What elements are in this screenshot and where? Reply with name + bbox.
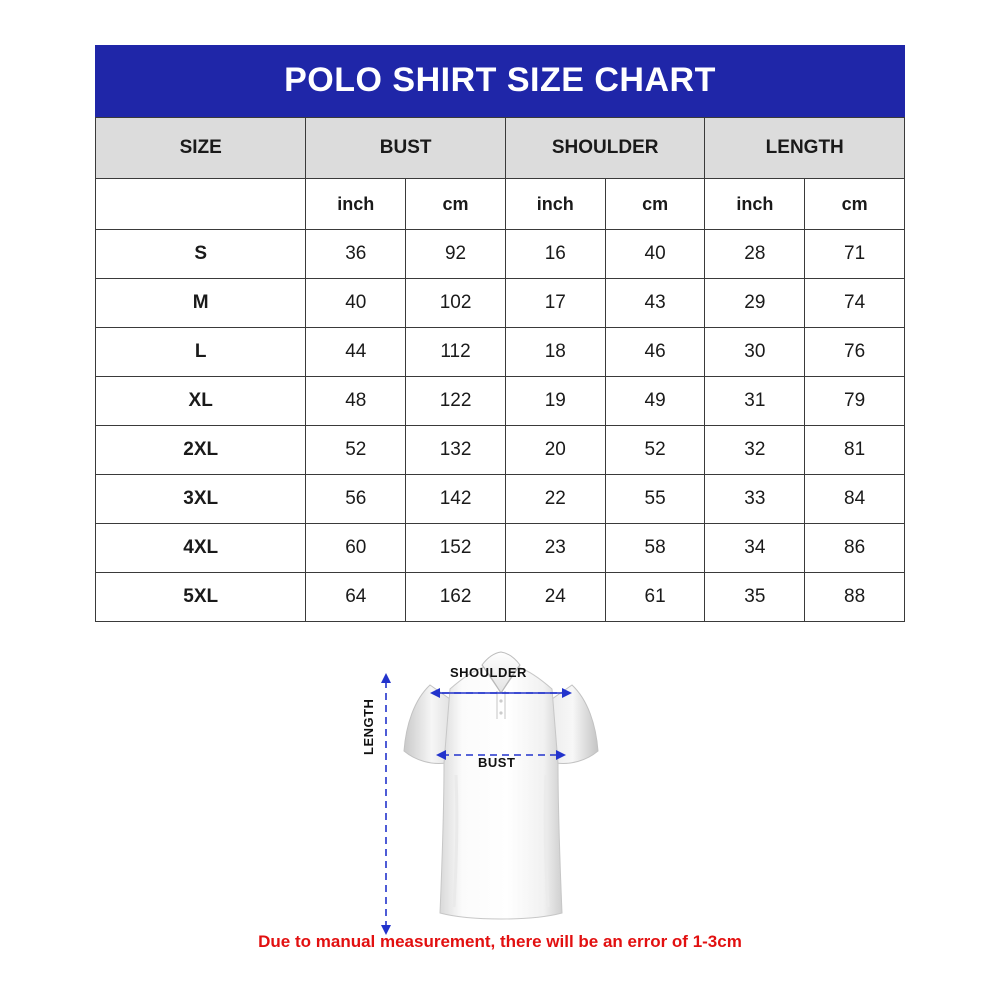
cell-length-cm: 86 [805, 524, 905, 573]
cell-length-inch: 32 [705, 426, 805, 475]
cell-shoulder-cm: 61 [605, 573, 705, 622]
measurement-diagram [0, 635, 1000, 935]
column-header-bust: BUST [306, 118, 506, 179]
cell-bust-cm: 142 [406, 475, 506, 524]
cell-bust-inch: 64 [306, 573, 406, 622]
cell-shoulder-cm: 52 [605, 426, 705, 475]
column-header-length: LENGTH [705, 118, 905, 179]
units-length-cm: cm [805, 179, 905, 230]
cell-length-cm: 81 [805, 426, 905, 475]
cell-shoulder-inch: 19 [505, 377, 605, 426]
cell-size: XL [96, 377, 306, 426]
units-bust-inch: inch [306, 179, 406, 230]
units-length-inch: inch [705, 179, 805, 230]
table-row [96, 377, 905, 426]
cell-length-cm: 71 [805, 230, 905, 279]
units-shoulder-inch: inch [505, 179, 605, 230]
column-header-size: SIZE [96, 118, 306, 179]
cell-bust-inch: 60 [306, 524, 406, 573]
cell-bust-inch: 40 [306, 279, 406, 328]
cell-size: L [96, 328, 306, 377]
cell-shoulder-inch: 18 [505, 328, 605, 377]
cell-length-inch: 31 [705, 377, 805, 426]
table-row [96, 573, 905, 622]
table-header-row [96, 118, 905, 179]
cell-length-inch: 28 [705, 230, 805, 279]
size-chart [95, 45, 905, 622]
polo-shirt-illustration [392, 645, 610, 930]
table-row [96, 328, 905, 377]
cell-size: S [96, 230, 306, 279]
cell-size: 2XL [96, 426, 306, 475]
size-table [95, 117, 905, 622]
cell-bust-inch: 56 [306, 475, 406, 524]
cell-size: M [96, 279, 306, 328]
cell-length-cm: 88 [805, 573, 905, 622]
bust-label: BUST [478, 755, 516, 770]
table-row [96, 475, 905, 524]
cell-shoulder-inch: 17 [505, 279, 605, 328]
cell-bust-inch: 48 [306, 377, 406, 426]
table-row [96, 426, 905, 475]
measurement-note: Due to manual measurement, there will be an error of 1-3cm [258, 932, 742, 951]
cell-length-inch: 34 [705, 524, 805, 573]
units-shoulder-cm: cm [605, 179, 705, 230]
units-bust-cm: cm [406, 179, 506, 230]
shoulder-label: SHOULDER [450, 665, 527, 680]
cell-length-inch: 35 [705, 573, 805, 622]
cell-bust-cm: 162 [406, 573, 506, 622]
table-row [96, 279, 905, 328]
table-row [96, 524, 905, 573]
cell-size: 5XL [96, 573, 306, 622]
cell-bust-cm: 102 [406, 279, 506, 328]
cell-length-cm: 79 [805, 377, 905, 426]
cell-length-inch: 33 [705, 475, 805, 524]
cell-shoulder-inch: 23 [505, 524, 605, 573]
cell-length-inch: 29 [705, 279, 805, 328]
page-title: POLO SHIRT SIZE CHART [95, 45, 905, 117]
cell-length-cm: 74 [805, 279, 905, 328]
cell-bust-cm: 92 [406, 230, 506, 279]
cell-bust-inch: 44 [306, 328, 406, 377]
table-row [96, 230, 905, 279]
cell-shoulder-cm: 58 [605, 524, 705, 573]
cell-bust-inch: 52 [306, 426, 406, 475]
units-blank [96, 179, 306, 230]
length-measure-line [376, 673, 396, 935]
cell-shoulder-inch: 24 [505, 573, 605, 622]
cell-shoulder-inch: 16 [505, 230, 605, 279]
cell-shoulder-inch: 20 [505, 426, 605, 475]
cell-length-cm: 76 [805, 328, 905, 377]
cell-bust-cm: 112 [406, 328, 506, 377]
cell-length-inch: 30 [705, 328, 805, 377]
cell-shoulder-cm: 43 [605, 279, 705, 328]
table-units-row [96, 179, 905, 230]
cell-length-cm: 84 [805, 475, 905, 524]
cell-bust-inch: 36 [306, 230, 406, 279]
cell-shoulder-inch: 22 [505, 475, 605, 524]
cell-bust-cm: 132 [406, 426, 506, 475]
cell-size: 3XL [96, 475, 306, 524]
column-header-shoulder: SHOULDER [505, 118, 705, 179]
cell-bust-cm: 122 [406, 377, 506, 426]
cell-shoulder-cm: 55 [605, 475, 705, 524]
cell-bust-cm: 152 [406, 524, 506, 573]
cell-shoulder-cm: 49 [605, 377, 705, 426]
cell-size: 4XL [96, 524, 306, 573]
cell-shoulder-cm: 46 [605, 328, 705, 377]
cell-shoulder-cm: 40 [605, 230, 705, 279]
length-label: LENGTH [361, 698, 376, 755]
